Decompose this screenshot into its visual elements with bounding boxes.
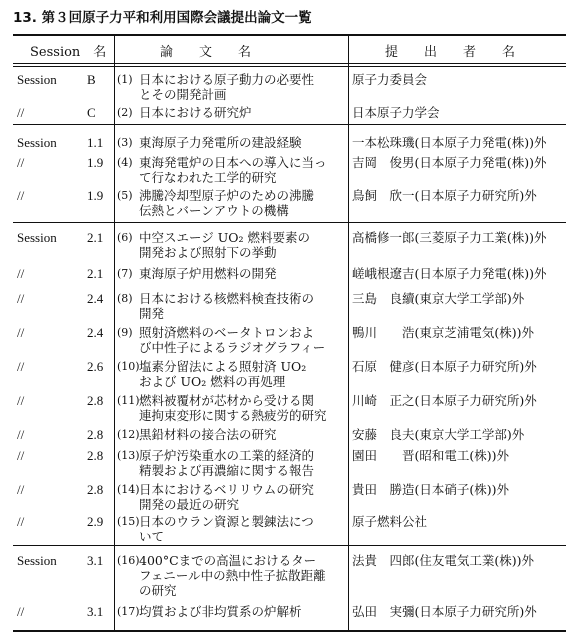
session-number: 1.9 (87, 188, 104, 203)
header-rule (13, 63, 566, 64)
header-paper: 論 文 名 (160, 45, 252, 60)
paper-author: 一本松珠璣(日本原子力発電(株))外 (352, 135, 547, 150)
paper-number: (1) (117, 73, 133, 86)
paper-author: 原子力委員会 (352, 72, 428, 87)
paper-author: 園田 晋(昭和電工(株))外 (352, 448, 510, 463)
table-bottom-rule (13, 630, 566, 632)
session-label: Session (17, 230, 57, 245)
session-label: // (17, 155, 25, 170)
group-separator (13, 545, 566, 546)
session-number: 3.1 (87, 553, 104, 568)
header-session: Session 名 (30, 45, 107, 60)
paper-author: 鴨川 浩(東京芝浦電気(株))外 (352, 325, 535, 340)
session-number: 2.8 (87, 482, 104, 497)
session-label: // (17, 359, 25, 374)
paper-author: 安藤 良夫(東京大学工学部)外 (352, 427, 525, 442)
paper-title: 日本のウラン資源と製錬法につ いて (139, 514, 314, 544)
paper-title: 照射済燃料のベータトロンおよ び中性子によるラジオグラフィー (139, 325, 326, 355)
paper-number: (2) (117, 106, 133, 119)
paper-number: (13) (117, 449, 140, 462)
paper-author: 高橋修一郎(三菱原子力工業(株))外 (352, 230, 547, 245)
paper-number: (15) (117, 515, 140, 528)
paper-author: 吉岡 俊男(日本原子力発電(株))外 (352, 155, 547, 170)
session-number: 1.9 (87, 155, 104, 170)
paper-title: 日本における核燃料検査技術の 開発 (139, 291, 315, 321)
session-label: // (17, 266, 25, 281)
paper-number: (4) (117, 156, 133, 169)
paper-title: 原子炉汚染重水の工業的経済的 精製および再濃縮に関する報告 (139, 448, 315, 478)
paper-number: (11) (117, 394, 140, 407)
paper-author: 原子燃料公社 (352, 514, 428, 529)
session-label: // (17, 427, 25, 442)
session-number: 3.1 (87, 604, 104, 619)
paper-number: (7) (117, 267, 133, 280)
paper-author: 鳥飼 欣一(日本原子力研究所)外 (352, 188, 537, 203)
paper-number: (3) (117, 136, 133, 149)
session-number: 2.9 (87, 514, 104, 529)
session-label: Session (17, 553, 57, 568)
paper-title: 沸騰冷却型原子炉のための沸騰 伝熱とバーンアウトの機構 (139, 188, 315, 218)
paper-author: 川崎 正之(日本原子力研究所)外 (352, 393, 537, 408)
paper-title: 中空スエージ UO₂ 燃料要素の 開発および照射下の挙動 (139, 230, 310, 260)
session-number: 1.1 (87, 135, 104, 150)
paper-title: 東海原子炉用燃料の開発 (139, 266, 277, 281)
paper-title: 東海発電炉の日本への導入に当っ て行なわれた工学的研究 (139, 155, 327, 185)
paper-title: 日本におけるベリリウムの研究 開発の最近の研究 (139, 482, 314, 512)
session-label: // (17, 448, 25, 463)
session-label: Session (17, 72, 57, 87)
header-author: 提 出 者 名 (385, 45, 516, 60)
paper-title: 日本における研究炉 (139, 105, 252, 120)
paper-author: 貴田 勝造(日本硝子(株))外 (352, 482, 510, 497)
session-label: // (17, 482, 25, 497)
paper-author: 弘田 実彌(日本原子力研究所)外 (352, 604, 537, 619)
session-number: 2.1 (87, 230, 104, 245)
page-title: 13. 第３回原子力平和利用国際会議提出論文一覧 (13, 10, 312, 26)
paper-number: (9) (117, 326, 133, 339)
paper-title: 燃料被覆材が芯材から受ける関 連拘束変形に関する熱疲労的研究 (139, 393, 327, 423)
paper-number: (17) (117, 605, 140, 618)
paper-number: (16) (117, 554, 140, 567)
paper-number: (8) (117, 292, 133, 305)
session-label: // (17, 604, 25, 619)
session-label: // (17, 514, 25, 529)
paper-number: (6) (117, 231, 133, 244)
header-rule-2 (13, 66, 566, 67)
session-number: 2.8 (87, 427, 104, 442)
session-number: 2.8 (87, 448, 104, 463)
session-number: B (87, 72, 96, 87)
paper-title: 均質および非均質系の炉解析 (139, 604, 302, 619)
session-label: // (17, 105, 25, 120)
session-number: 2.6 (87, 359, 104, 374)
session-number: 2.8 (87, 393, 104, 408)
session-label: // (17, 393, 25, 408)
session-label: // (17, 188, 25, 203)
paper-author: 法貴 四郎(住友電気工業(株))外 (352, 553, 535, 568)
paper-number: (5) (117, 189, 133, 202)
session-number: 2.1 (87, 266, 104, 281)
session-label: // (17, 325, 25, 340)
paper-number: (14) (117, 483, 140, 496)
paper-author: 日本原子力学会 (352, 105, 440, 120)
session-number: C (87, 105, 96, 120)
paper-title: 東海原子力発電所の建設経験 (139, 135, 302, 150)
session-number: 2.4 (87, 325, 104, 340)
session-label: Session (17, 135, 57, 150)
paper-author: 嵯峨根遼吉(日本原子力発電(株))外 (352, 266, 547, 281)
group-separator (13, 124, 566, 125)
session-number: 2.4 (87, 291, 104, 306)
paper-author: 石原 健彦(日本原子力研究所)外 (352, 359, 537, 374)
paper-title: 400°Cまでの高温におけるター フェニール中の熱中性子拡散距離 の研究 (139, 553, 326, 598)
session-label: // (17, 291, 25, 306)
paper-author: 三島 良續(東京大学工学部)外 (352, 291, 525, 306)
paper-number: (12) (117, 428, 140, 441)
paper-title: 黒鉛材料の接合法の研究 (139, 427, 277, 442)
paper-title: 塩素分留法による照射済 UO₂ および UO₂ 燃料の再処理 (139, 359, 307, 389)
group-separator (13, 222, 566, 223)
table-top-rule (13, 34, 566, 36)
paper-title: 日本における原子動力の必要性 とその開発計画 (139, 72, 315, 102)
paper-number: (10) (117, 360, 140, 373)
